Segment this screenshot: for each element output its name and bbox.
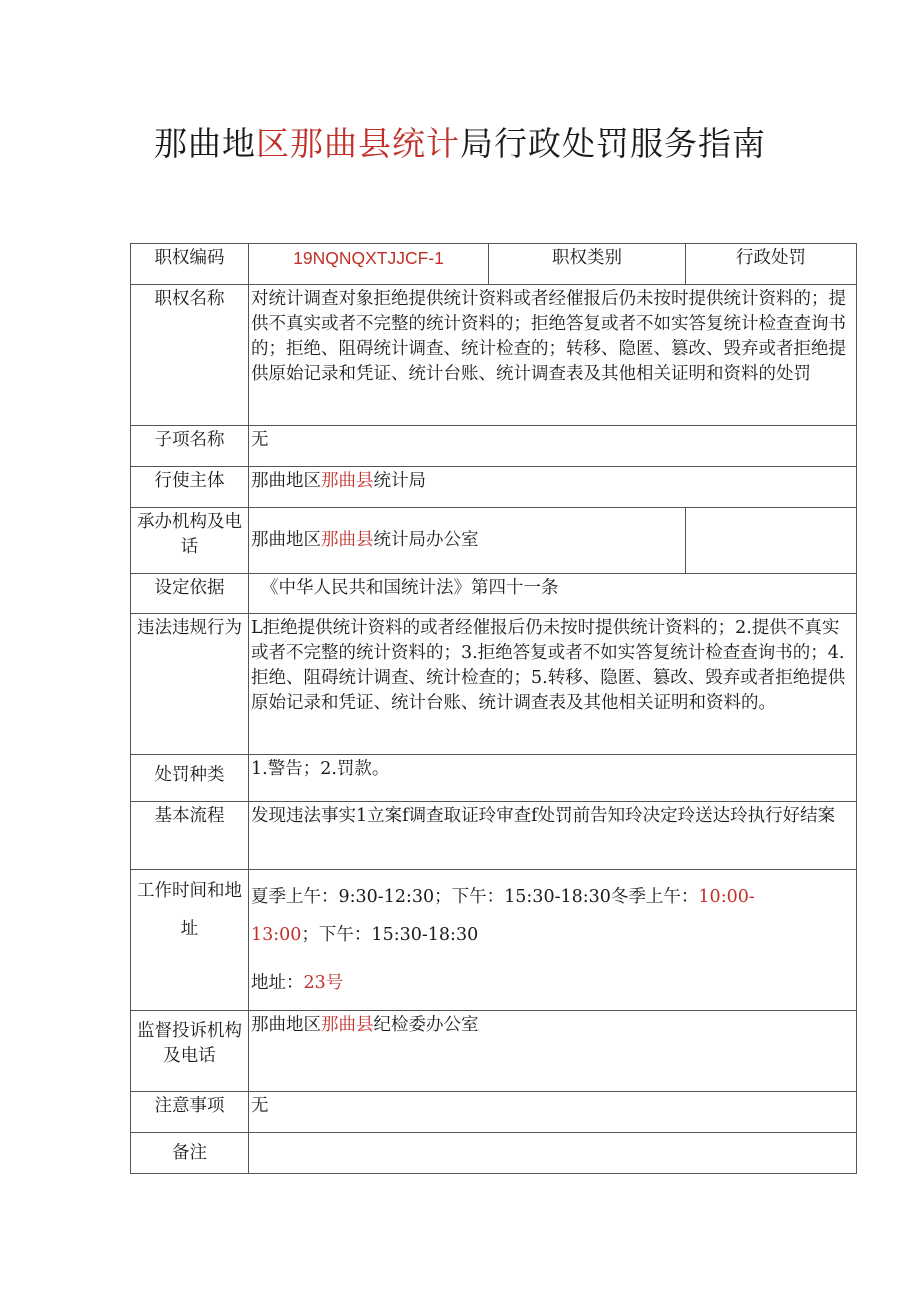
label-process: 基本流程 — [131, 802, 249, 870]
row-basis — [131, 574, 857, 614]
row-name — [131, 285, 857, 426]
value-notes: 无 — [249, 1092, 857, 1133]
row-notes — [131, 1092, 857, 1133]
worktime-winter-start: 10:00- — [698, 887, 755, 907]
supervise-region: 那曲地区 — [251, 1015, 321, 1035]
label-code: 职权编码 — [131, 244, 249, 285]
value-supervise — [249, 1011, 857, 1092]
office-name: 统计局办公室 — [373, 530, 479, 550]
page-title — [0, 118, 920, 165]
value-category: 行政处罚 — [686, 244, 857, 285]
office-region: 那曲地区 — [251, 530, 321, 550]
worktime-summer: 夏季上午：9:30-12:30；下午：15:30-18:30冬季上午： — [251, 887, 699, 907]
row-process — [131, 802, 857, 870]
label-office: 承办机构及电话 — [131, 508, 249, 574]
title-part-2: 区那曲县统计 — [256, 124, 460, 163]
label-subject: 行使主体 — [131, 467, 249, 508]
row-worktime — [131, 870, 857, 1011]
value-office-phone — [686, 508, 857, 574]
label-name: 职权名称 — [131, 285, 249, 426]
office-county: 那曲县 — [321, 530, 374, 550]
service-guide-table — [130, 243, 857, 1174]
worktime-winter-end: 13:00 — [251, 925, 302, 945]
title-part-3: 局行政处罚服务指南 — [460, 124, 766, 163]
subject-region: 那曲地区 — [251, 471, 321, 491]
value-code: 19NQNQXTJJCF-1 — [249, 244, 489, 285]
address-label: 地址： — [251, 973, 304, 993]
worktime-address — [251, 964, 854, 1002]
address-value: 23号 — [303, 973, 344, 993]
value-violation: L拒绝提供统计资料的或者经催报后仍未按时提供统计资料的；2.提供不真实或者不完整的统计资料的；3.拒绝答复或者不如实答复统计检查查询书的；4.拒绝、阻碍统计调查、统计检查的；5.转移、隐匿、篡改、毁弃或者拒绝提供原始记录和凭证、统计台账、统计调查表及其他相关证明和资料的。 — [249, 614, 857, 755]
value-subitem: 无 — [249, 426, 857, 467]
subject-county: 那曲县 — [321, 471, 374, 491]
subject-bureau: 统计局 — [373, 471, 426, 491]
label-supervise: 监督投诉机构及电话 — [131, 1011, 249, 1092]
row-violation — [131, 614, 857, 755]
title-part-1: 那曲地 — [154, 124, 256, 163]
value-remarks — [249, 1133, 857, 1174]
value-office — [249, 508, 686, 574]
label-basis: 设定依据 — [131, 574, 249, 614]
worktime-line-1 — [251, 878, 854, 916]
row-remarks — [131, 1133, 857, 1174]
value-basis: 《中华人民共和国统计法》第四十一条 — [249, 574, 857, 614]
label-violation: 违法违规行为 — [131, 614, 249, 755]
row-penalty — [131, 755, 857, 802]
row-office — [131, 508, 857, 574]
label-category: 职权类别 — [489, 244, 686, 285]
value-subject — [249, 467, 857, 508]
value-penalty: 1.警告；2.罚款。 — [249, 755, 857, 802]
label-subitem: 子项名称 — [131, 426, 249, 467]
label-notes: 注意事项 — [131, 1092, 249, 1133]
row-supervise — [131, 1011, 857, 1092]
value-name: 对统计调查对象拒绝提供统计资料或者经催报后仍未按时提供统计资料的；提供不真实或者不完整的统计资料的；拒绝答复或者不如实答复统计检查查询书的；拒绝、阻碍统计调查、统计检查的；转移、隐匿、篡改、毁弃或者拒绝提供原始记录和凭证、统计台账、统计调查表及其他相关证明和资料的处罚 — [249, 285, 857, 426]
value-process: 发现违法事实1立案f调查取证玲审查f处罚前告知玲决定玲送达玲执行好结案 — [249, 802, 857, 870]
row-subitem — [131, 426, 857, 467]
value-worktime — [249, 870, 857, 1011]
label-penalty: 处罚种类 — [131, 755, 249, 802]
supervise-county: 那曲县 — [321, 1015, 374, 1035]
row-subject — [131, 467, 857, 508]
worktime-winter-afternoon: ；下午：15:30-18:30 — [301, 925, 479, 945]
row-code — [131, 244, 857, 285]
label-remarks: 备注 — [131, 1133, 249, 1174]
worktime-line-2 — [251, 916, 854, 954]
label-worktime: 工作时间和地址 — [131, 870, 249, 1011]
supervise-office: 纪检委办公室 — [373, 1015, 479, 1035]
